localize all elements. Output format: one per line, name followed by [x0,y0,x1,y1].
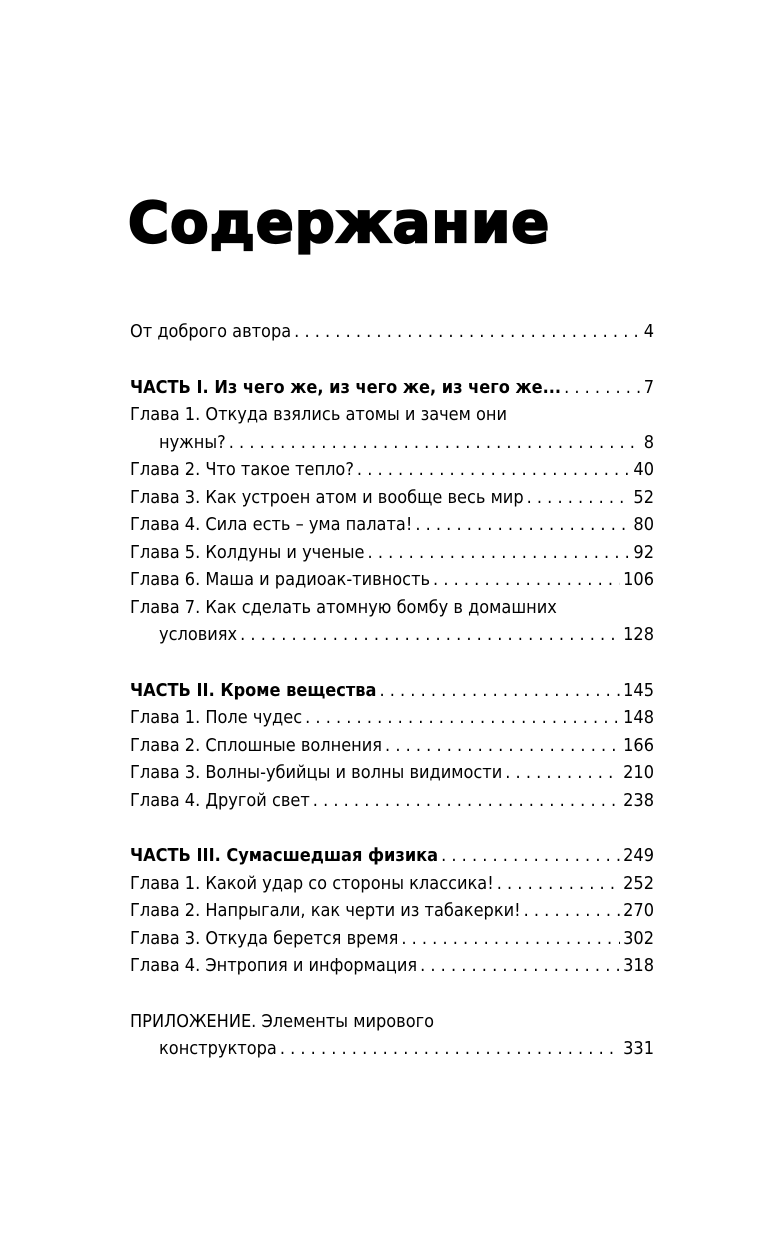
toc-chapter [130,952,654,980]
toc-entry-label: Глава 4. Энтропия и информация [130,955,418,976]
toc-entry-label: Глава 3. Откуда берется время [130,927,399,949]
toc-part-label: ЧАСТЬ I. Из чего же, из чего же, из чего же... [130,376,562,398]
toc-entry-label: Глава 3. Как устроен атом и вообще весь мир [130,486,524,508]
toc-entry-label: Глава 7. Как сделать атомную бомбу в домашних [130,596,557,618]
toc-page-number: 270 [623,900,654,921]
table-of-contents [130,318,654,1063]
toc-entry-label: Глава 6. Маша и радиоак-тивность [130,569,431,590]
dot-leader [368,539,631,567]
toc-chapter [130,484,654,512]
dot-leader [420,952,620,980]
toc-chapter [130,539,654,567]
dot-leader [385,732,620,760]
dot-leader [229,429,641,457]
toc-entry-label: Глава 2. Сплошные волнения [130,734,383,756]
toc-page-number: 210 [623,762,654,783]
dot-leader [280,1035,620,1063]
toc-entry-label: Глава 4. Другой свет [130,789,310,811]
toc-chapter-continuation [130,621,654,649]
toc-entry-label: Глава 2. Напрыгали, как черти из табакерки! [130,900,521,921]
dot-leader [505,759,620,787]
toc-chapter [130,925,654,953]
dot-leader [527,484,631,512]
toc-part-label: ЧАСТЬ II. Кроме вещества [130,679,377,701]
toc-chapter [130,870,654,898]
toc-page-number: 4 [643,321,654,342]
dot-leader [313,787,620,815]
dot-leader [379,677,620,705]
toc-part-2 [130,677,654,705]
dot-leader [305,704,620,732]
toc-entry-label: ПРИЛОЖЕНИЕ. Элементы мирового [130,1010,435,1032]
toc-chapter [130,897,654,925]
toc-page-number: 302 [623,927,654,949]
toc-chapter [130,566,654,594]
toc-chapter [130,787,654,815]
toc-entry-label: Глава 1. Какой удар со стороны классика! [130,872,494,894]
toc-entry-label: Глава 3. Волны-убийцы и волны видимости [130,762,503,783]
dot-leader [564,374,641,402]
toc-entry-intro [130,318,654,346]
toc-page-number: 40 [633,459,654,480]
toc-page-number: 166 [623,734,654,756]
toc-part-1 [130,374,654,402]
toc-page-number: 249 [623,845,654,866]
toc-page-number: 7 [643,376,654,398]
toc-entry-label: От доброго автора [130,321,292,342]
dot-leader [524,897,620,925]
toc-chapter [130,511,654,539]
toc-part-label: ЧАСТЬ III. Сумасшедшая физика [130,845,439,866]
toc-page-number: 318 [623,955,654,976]
toc-chapter-line [130,594,654,622]
toc-chapter [130,704,654,732]
toc-appendix-line [130,1008,654,1036]
dot-leader [497,870,620,898]
toc-page-number: 252 [623,872,654,894]
dot-leader [294,318,641,346]
toc-entry-label: Глава 4. Сила есть – ума палата! [130,514,413,535]
toc-entry-label: условиях [159,624,238,645]
toc-entry-label: нужны? [159,431,226,453]
toc-entry-label: Глава 1. Поле чудес [130,707,303,728]
dot-leader [401,925,620,953]
toc-page-number: 128 [623,624,654,645]
toc-page-number: 8 [643,431,654,453]
toc-page-number: 52 [633,486,654,508]
toc-chapter [130,456,654,484]
dot-leader [357,456,630,484]
toc-chapter-line [130,401,654,429]
toc-entry-label: Глава 2. Что такое тепло? [130,459,354,480]
toc-page-number: 92 [633,541,654,563]
toc-part-3 [130,842,654,870]
toc-page-number: 145 [623,679,654,701]
toc-page-number: 331 [623,1038,654,1059]
dot-leader [433,566,620,594]
toc-appendix-continuation [130,1035,654,1063]
toc-page-number: 148 [623,707,654,728]
toc-entry-label: Глава 5. Колдуны и ученые [130,541,365,563]
toc-page-number: 238 [623,789,654,811]
toc-entry-label: Глава 1. Откуда взялись атомы и зачем они [130,404,508,425]
toc-page-number: 80 [633,514,654,535]
toc-chapter [130,732,654,760]
page-title: Содержание [128,191,551,256]
toc-entry-label: конструктора [159,1038,277,1059]
toc-page-number: 106 [623,569,654,590]
toc-chapter-continuation [130,429,654,457]
dot-leader [441,842,620,870]
toc-chapter [130,759,654,787]
dot-leader [240,621,620,649]
dot-leader [415,511,630,539]
